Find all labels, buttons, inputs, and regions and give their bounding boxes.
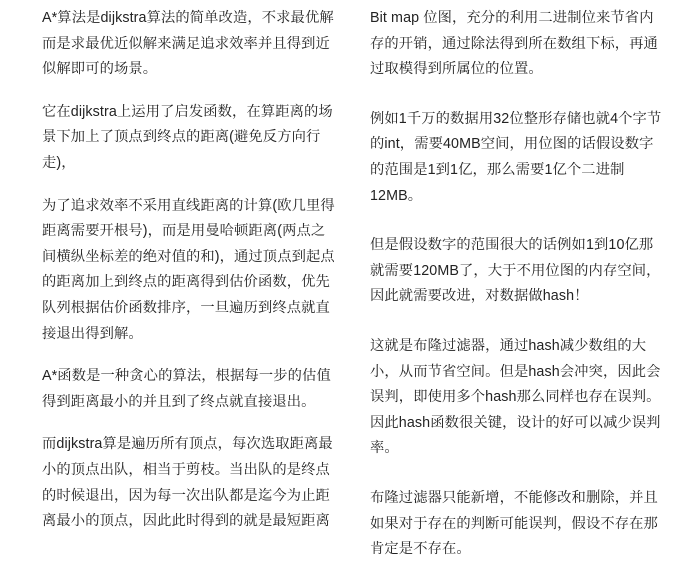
paragraph: 而dijkstra算是遍历所有顶点，每次选取距离最小的顶点出队，相当于剪枝。当出队的是终点的时候退出，因为每一次出队都是迄今为止距离最小的顶点，因此此时得到的就是最短距离 (42, 436, 333, 530)
paragraph: 但是假设数字的范围很大的话例如1到10亿那就需要120MB了，大于不用位图的内存空间，因此就需要改进，对数据做hash！ (370, 237, 661, 305)
paragraph: 为了追求效率不采用直线距离的计算(欧几里得距离需要开根号)，而是用曼哈顿距离(两点之间横纵坐标差的绝对值的和)，通过顶点到起点的距离加上到终点的距离得到估价函数，优先队列根据估价函数排序，一旦遍历到终点就直接退出得到解。 (42, 197, 335, 342)
paragraph: 这就是布隆过滤器，通过hash减少数组的大小，从而节省空间。但是hash会冲突，因此会误判，即使用多个hash那么同样也存在误判。因此hash函数很关键，设计的好可以减少误判率。 (370, 337, 661, 457)
paragraph: A*算法是dijkstra算法的简单改造，不求最优解而是求最优近似解来满足追求效率并且得到近似解即可的场景。 (42, 10, 334, 78)
text-column-right (352, 6, 683, 574)
paragraph: 例如1千万的数据用32位整形存储也就4个字节的int，需要40MB空间，用位图的话假设数字的范围是1到1亿，那么需要1亿个二进制12MB。 (370, 110, 662, 204)
paragraph: A*函数是一种贪心的算法，根据每一步的估值得到距离最小的并且到了终点就直接退出。 (42, 368, 331, 410)
text-column-left (0, 6, 352, 574)
paragraph: Bit map 位图，充分的利用二进制位来节省内存的开销，通过除法得到所在数组下标，再通过取模得到所属位的位置。 (370, 10, 658, 78)
paragraph: 它在dijkstra上运用了启发函数，在算距离的场景下加上了顶点到终点的距离(避免反方向行走)， (42, 103, 333, 171)
paragraph: 布隆过滤器只能新增，不能修改和删除，并且如果对于存在的判断可能误判，假设不存在那肯定是不存在。 (370, 489, 658, 558)
